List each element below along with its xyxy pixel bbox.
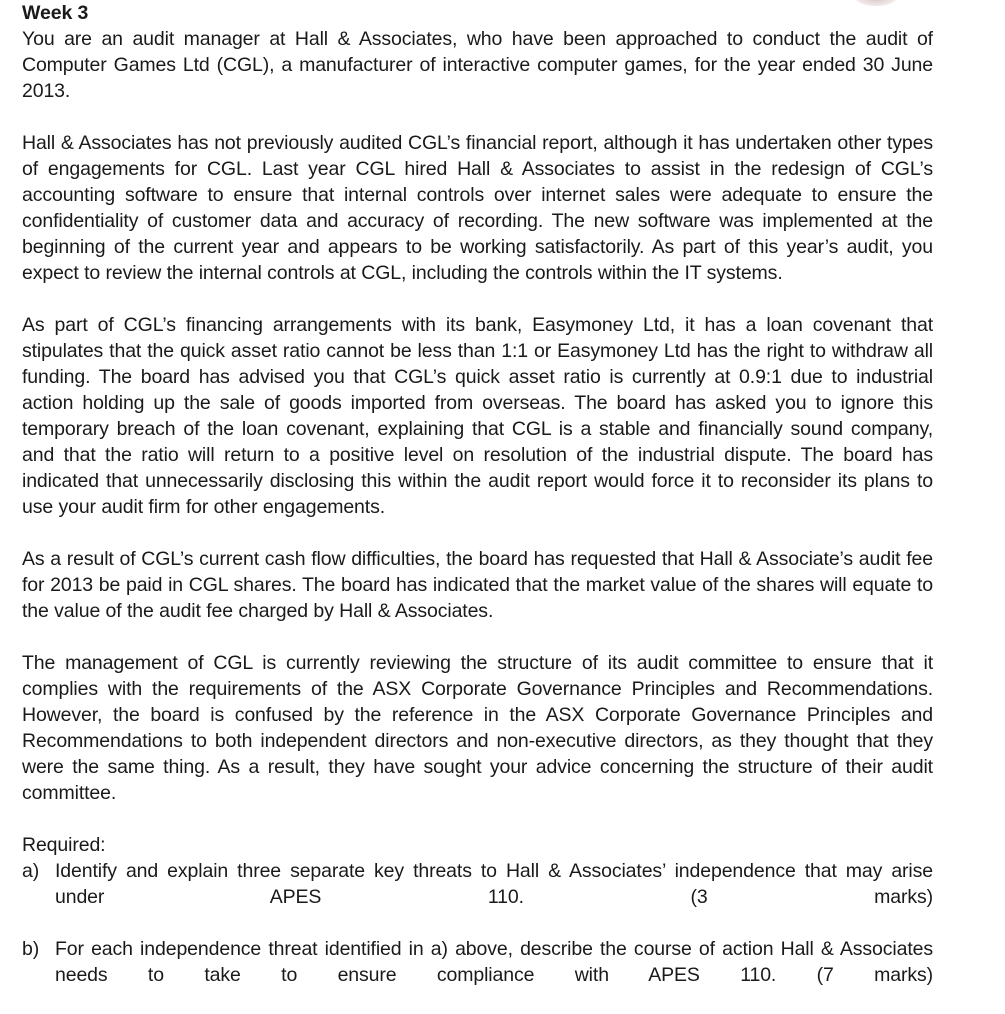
- required-list: [22, 858, 933, 1014]
- page-title: Week 3: [22, 2, 89, 24]
- paragraph-spacer: [22, 286, 933, 312]
- list-item-marker: b): [22, 938, 40, 960]
- paragraph-loan-covenant: As part of CGL’s financing arrangements with its bank, Easymoney Ltd, it has a loan covenant that stipulates that the quick asset ratio cannot be less than 1:1 or Easymoney Ltd has the right to withdraw all funding. The board has advised you that CGL’s quick asset ratio is currently at 0.9:1 due to industrial action holding up the sale of goods imported from overseas. The board has asked you to ignore this temporary breach of the loan covenant, explaining that CGL is a stable and financially sound company, and that the ratio will return to a positive level on resolution of the industrial dispute. The board has indicated that unnecessarily disclosing this within the audit report would force it to reconsider its plans to use your audit firm for other engagements.: [22, 314, 933, 518]
- paragraph-spacer: [22, 104, 933, 130]
- paragraph-prior-engagements: Hall & Associates has not previously audited CGL’s financial report, although it has undertaken other types of engagements for CGL. Last year CGL hired Hall & Associates to assist in the redesign of CGL’s accounting software to ensure that internal controls over internet sales were adequate to ensure the confidentiality of customer data and accuracy of recording. The new software was implemented at the beginning of the current year and appears to be working satisfactorily. As part of this year’s audit, you expect to review the internal controls at CGL, including the controls within the IT systems.: [22, 132, 933, 284]
- list-item-text: For each independence threat identified in a) above, describe the course of action Hall & Associates needs to take to ensure compliance with APES 110. (7 marks): [55, 938, 933, 986]
- required-heading: Required:: [22, 834, 106, 856]
- document-body: [22, 0, 933, 1014]
- paragraph-spacer: [22, 806, 933, 832]
- list-item-marker: a): [22, 860, 40, 882]
- paragraph-spacer: [22, 624, 933, 650]
- paragraph-spacer: [22, 520, 933, 546]
- list-item: [22, 936, 933, 1014]
- paragraph-audit-fee-shares: As a result of CGL’s current cash flow difficulties, the board has requested that Hall & Associate’s audit fee for 2013 be paid in CGL shares. The board has indicated that the market value of the shares will equate to the value of the audit fee charged by Hall & Associates.: [22, 548, 933, 622]
- list-item-text: Identify and explain three separate key threats to Hall & Associates’ independence that may arise under APES 110. (3 marks): [55, 860, 933, 908]
- paragraph-audit-committee: The management of CGL is currently reviewing the structure of its audit committee to ensure that it complies with the requirements of the ASX Corporate Governance Principles and Recommendations. However, the board is confused by the reference in the ASX Corporate Governance Principles and Recommendations to both independent directors and non-executive directors, as they thought that they were the same thing. As a result, they have sought your advice concerning the structure of their audit committee.: [22, 652, 933, 804]
- list-item: [22, 858, 933, 936]
- paragraph-engagement-intro: You are an audit manager at Hall & Associates, who have been approached to conduct the audit of Computer Games Ltd (CGL), a manufacturer of interactive computer games, for the year ended 30 June 2013.: [22, 28, 933, 102]
